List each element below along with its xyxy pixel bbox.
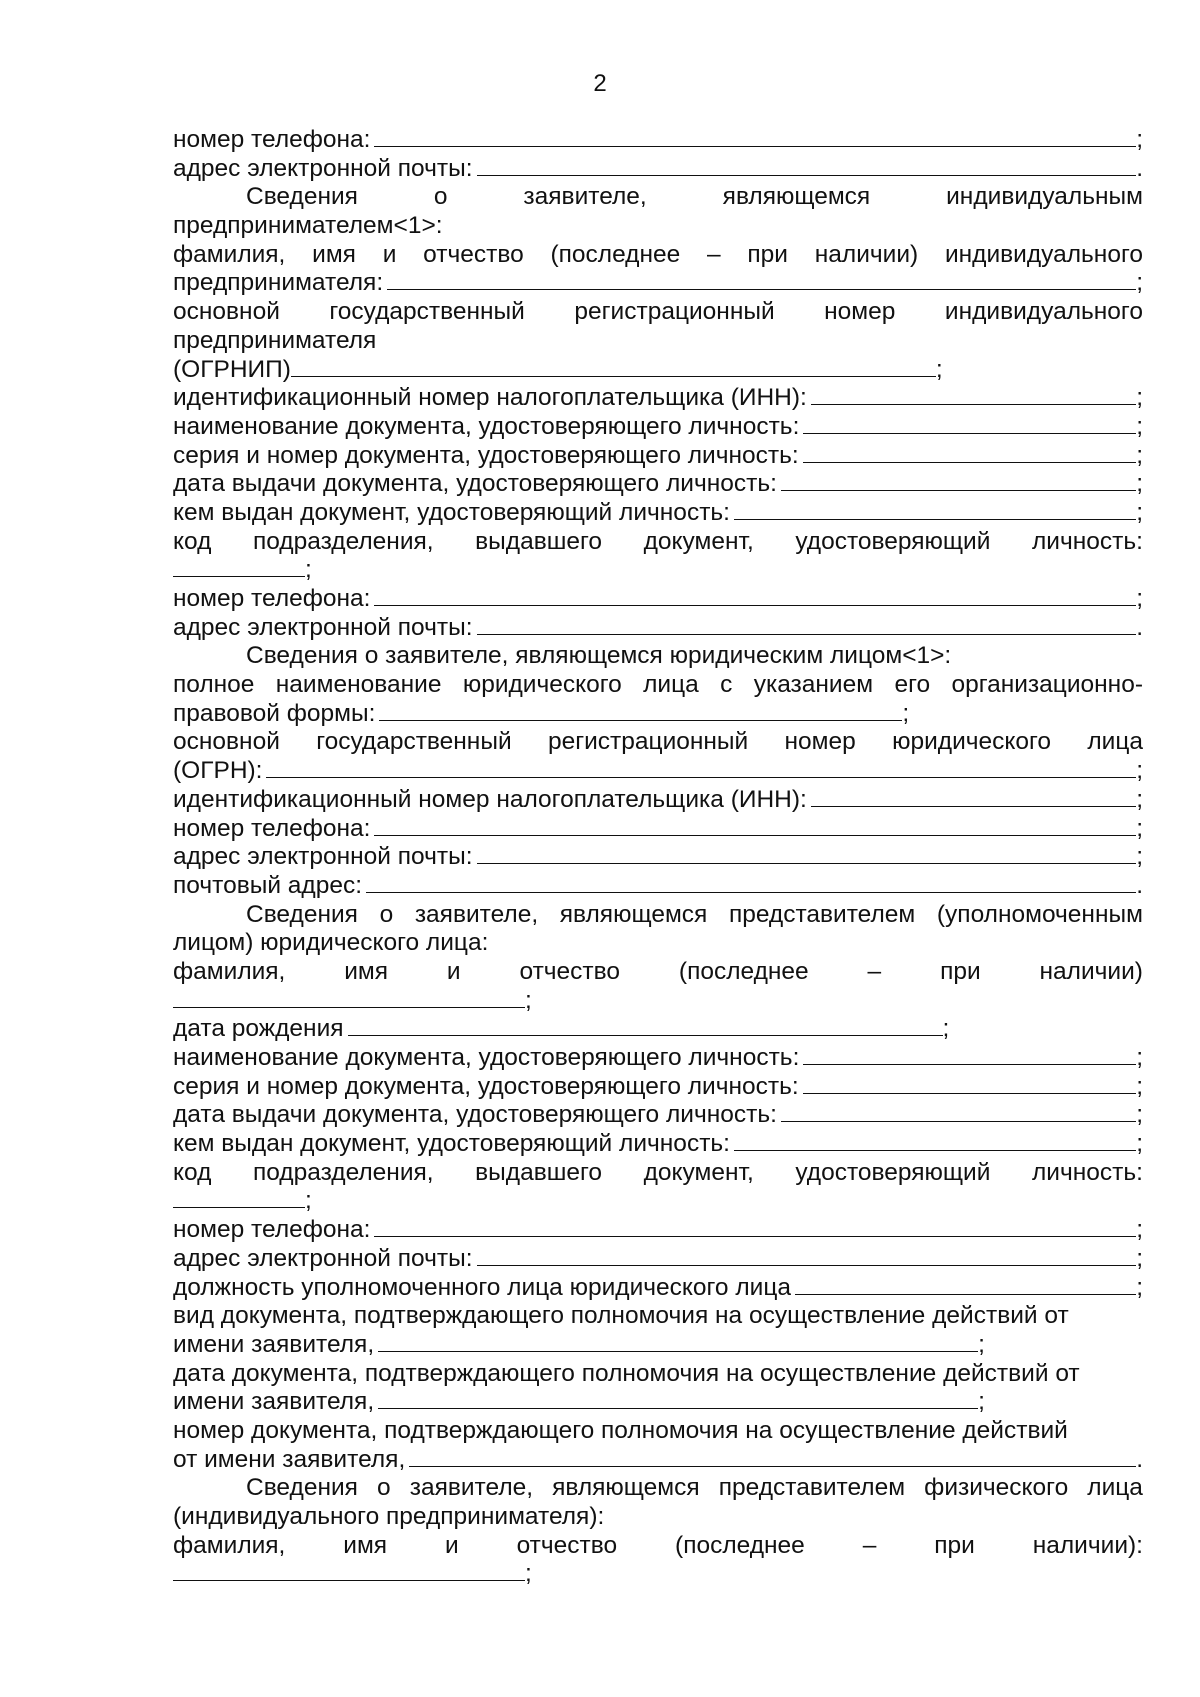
authority-doc-type-blank[interactable] — [378, 1331, 978, 1352]
legal-postal-line: почтовый адрес: . — [173, 871, 1143, 899]
rep-doc-number-blank[interactable] — [803, 1073, 1136, 1094]
rep-fio-blank[interactable] — [173, 987, 525, 1008]
ogrnip-blank[interactable] — [291, 356, 936, 377]
section-heading-individual-rep-cont: (индивидуального предпринимателя): — [173, 1503, 605, 1530]
phone-label: номер телефона: — [173, 126, 371, 153]
rep-division-code-blank[interactable] — [173, 1187, 305, 1208]
phone-line: номер телефона: ; — [173, 126, 1143, 153]
ip-doc-name-line: наименование документа, удостоверяющего личность: ; — [173, 412, 1143, 440]
authority-doc-type-line: имени заявителя, ; — [173, 1330, 985, 1358]
email-line: адрес электронной почты: . — [173, 154, 1143, 182]
ip-phone-blank[interactable] — [374, 585, 1136, 606]
ip-phone-line: номер телефона: ; — [173, 585, 1143, 612]
authority-doc-date-line: имени заявителя, ; — [173, 1388, 985, 1416]
rep-doc-name-line: наименование документа, удостоверяющего личность: ; — [173, 1044, 1143, 1071]
legal-name-label: полное наименование юридического лица с указанием его организационно- — [173, 671, 1143, 699]
email-label: адрес электронной почты: — [173, 154, 473, 182]
legal-phone-blank[interactable] — [374, 815, 1136, 836]
rep-doc-issuer-blank[interactable] — [734, 1130, 1136, 1151]
authority-doc-number-label: номер документа, подтверждающего полномочия на осуществление действий — [173, 1416, 1068, 1444]
email-blank[interactable] — [477, 155, 1137, 176]
rep-position-line: должность уполномоченного лица юридического лица ; — [173, 1273, 1143, 1301]
section-heading-individual-rep: Сведения о заявителе, являющемся представителем физического лица — [246, 1474, 1143, 1502]
ip-division-code-blank[interactable] — [173, 556, 305, 577]
ip-doc-issuer-line: кем выдан документ, удостоверяющий личность: ; — [173, 498, 1143, 526]
page-number: 2 — [593, 70, 607, 97]
ip-fio-line: предпринимателя: ; — [173, 269, 1143, 297]
phone-blank[interactable] — [374, 126, 1136, 147]
legal-inn-line: идентификационный номер налогоплательщика (ИНН): ; — [173, 785, 1143, 813]
rep-division-code-line: ; — [173, 1187, 1143, 1216]
rep-fio-line: ; — [173, 987, 1143, 1016]
rep-phone-blank[interactable] — [374, 1216, 1136, 1237]
legal-email-blank[interactable] — [477, 843, 1137, 864]
rep-birth-line: дата рождения ; — [173, 1015, 950, 1043]
ind-rep-fio-label: фамилия, имя и отчество (последнее – при наличии): — [173, 1531, 1143, 1559]
ip-email-line: адрес электронной почты: . — [173, 613, 1143, 641]
legal-phone-line: номер телефона: ; — [173, 814, 1143, 842]
ind-rep-fio-line: ; — [173, 1560, 1143, 1589]
rep-email-blank[interactable] — [477, 1245, 1137, 1266]
rep-phone-line: номер телефона: ; — [173, 1216, 1143, 1244]
ogrn-blank[interactable] — [266, 757, 1136, 778]
ogrnip-line: (ОГРНИП) ; — [173, 355, 943, 383]
ip-doc-date-blank[interactable] — [781, 470, 1136, 491]
rep-doc-date-line: дата выдачи документа, удостоверяющего личность: ; — [173, 1101, 1143, 1129]
rep-fio-label: фамилия, имя и отчество (последнее – при наличии) — [173, 957, 1143, 985]
rep-doc-name-blank[interactable] — [803, 1044, 1136, 1065]
section-heading-legal: Сведения о заявителе, являющемся юридическим лицом<1>: — [246, 642, 952, 670]
ip-division-code-label: код подразделения, выдавшего документ, удостоверяющий личность: — [173, 527, 1143, 555]
authority-doc-number-blank[interactable] — [409, 1446, 1136, 1467]
ip-inn-line: идентификационный номер налогоплательщика (ИНН): ; — [173, 384, 1143, 412]
ip-email-blank[interactable] — [477, 614, 1137, 635]
rep-doc-number-line: серия и номер документа, удостоверяющего личность: ; — [173, 1072, 1143, 1100]
authority-doc-number-line: от имени заявителя, . — [173, 1445, 1143, 1473]
ip-fio-blank[interactable] — [387, 269, 1136, 290]
ip-doc-date-line: дата выдачи документа, удостоверяющего личность: ; — [173, 470, 1143, 498]
form-body — [173, 126, 1143, 1589]
section-heading-legal-rep: Сведения о заявителе, являющемся представителем (уполномоченным — [246, 900, 1143, 928]
ogrn-label: основной государственный регистрационный номер юридического лица — [173, 728, 1143, 756]
ip-doc-issuer-blank[interactable] — [734, 499, 1136, 520]
rep-division-code-label: код подразделения, выдавшего документ, удостоверяющий личность: — [173, 1158, 1143, 1186]
ogrnip-label-cont: предпринимателя — [173, 326, 377, 354]
rep-email-line: адрес электронной почты: ; — [173, 1244, 1143, 1272]
ip-division-code-line: ; — [173, 556, 1143, 585]
legal-inn-blank[interactable] — [811, 786, 1136, 807]
ip-inn-blank[interactable] — [811, 384, 1136, 405]
rep-doc-date-blank[interactable] — [781, 1101, 1136, 1122]
ogrnip-label: основной государственный регистрационный номер индивидуального — [173, 298, 1143, 326]
rep-birth-blank[interactable] — [348, 1015, 943, 1036]
rep-position-blank[interactable] — [795, 1274, 1136, 1295]
ip-doc-number-blank[interactable] — [803, 442, 1136, 463]
section-heading-legal-rep-cont: лицом) юридического лица: — [173, 929, 489, 957]
legal-postal-blank[interactable] — [366, 872, 1136, 893]
authority-doc-date-blank[interactable] — [378, 1388, 978, 1409]
ogrn-line: (ОГРН): ; — [173, 757, 1143, 785]
section-heading-ip-cont: предпринимателем<1>: — [173, 212, 443, 240]
section-heading-ip: Сведения о заявителе, являющемся индивидуальным — [246, 183, 1143, 211]
ip-doc-name-blank[interactable] — [803, 413, 1136, 434]
authority-doc-date-label: дата документа, подтверждающего полномочия на осуществление действий от — [173, 1359, 1080, 1387]
rep-doc-issuer-line: кем выдан документ, удостоверяющий личность: ; — [173, 1130, 1143, 1158]
ip-doc-number-line: серия и номер документа, удостоверяющего личность: ; — [173, 441, 1143, 469]
ip-fio-label: фамилия, имя и отчество (последнее – при наличии) индивидуального — [173, 240, 1143, 268]
ind-rep-fio-blank[interactable] — [173, 1560, 525, 1581]
legal-form-blank[interactable] — [379, 700, 902, 721]
authority-doc-type-label: вид документа, подтверждающего полномочия на осуществление действий от — [173, 1302, 1069, 1330]
legal-form-line: правовой формы: ; — [173, 699, 910, 727]
legal-email-line: адрес электронной почты: ; — [173, 843, 1143, 871]
